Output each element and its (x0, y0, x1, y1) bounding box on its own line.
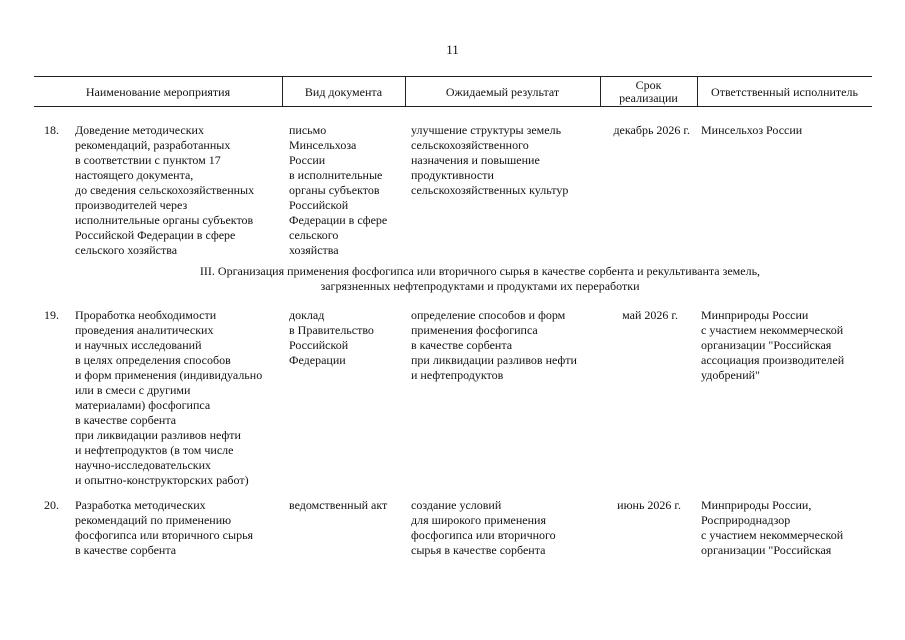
row-result (411, 123, 568, 198)
header-doc-type: Вид документа (304, 85, 383, 99)
text-line: и форм применения (индивидуально (75, 368, 263, 382)
text-line: исполнительные органы субъектов (75, 213, 254, 227)
text-line: сельского хозяйства (75, 243, 178, 257)
text-line: в качестве сорбента (411, 338, 513, 352)
row-doc-type (289, 123, 387, 258)
text-line: ассоциация производителей (701, 353, 845, 367)
text-line: и опытно-конструкторских работ) (75, 473, 249, 487)
text-line: Российской Федерации в сфере (75, 228, 236, 242)
row-doc-type (289, 498, 387, 513)
row-event (75, 498, 253, 558)
text-line: Минсельхоза (289, 138, 357, 152)
text-line: Федерации (289, 353, 346, 367)
text-line: доклад (289, 308, 325, 322)
row-term: июнь 2026 г. (617, 498, 681, 512)
row-number: 20. (44, 498, 59, 512)
text-line: Российской (289, 198, 349, 212)
text-line: рекомендаций по применению (75, 513, 232, 527)
text-line: в соответствии с пунктом 17 (75, 153, 221, 167)
header-top-rule (34, 76, 872, 77)
text-line: Доведение методических (75, 123, 204, 137)
text-line: применения фосфогипса (411, 323, 538, 337)
row-number: 18. (44, 123, 59, 137)
text-line: и научных исследований (75, 338, 202, 352)
text-line: улучшение структуры земель (411, 123, 562, 137)
text-line: и нефтепродуктов (411, 368, 504, 382)
row-result (411, 308, 577, 383)
page-number: 11 (446, 42, 459, 57)
text-line: материалами) фосфогипса (75, 398, 211, 412)
text-line: производителей через (75, 198, 188, 212)
header-term-line: реализации (619, 91, 678, 105)
text-line: Разработка методических (75, 498, 206, 512)
text-line: в качестве сорбента (75, 543, 177, 557)
text-line: сельскохозяйственных культур (411, 183, 569, 197)
text-line: III. Организация применения фосфогипса или вторичного сырья в качестве сорбента и рекультиванта земель, (199, 264, 761, 278)
header-term (600, 79, 697, 105)
text-line: сырья в качестве сорбента (411, 543, 546, 557)
text-line: Минприроды России, (701, 498, 812, 512)
text-line: настоящего документа, (75, 168, 194, 182)
text-line: Росприроднадзор (701, 513, 791, 527)
text-line: Проработка необходимости (75, 308, 217, 322)
text-line: рекомендаций, разработанных (75, 138, 231, 152)
row-term: декабрь 2026 г. (613, 123, 690, 137)
row-responsible (701, 123, 802, 138)
text-line: удобрений" (701, 368, 760, 382)
text-line: в Правительство (289, 323, 374, 337)
text-line: организации "Российская (701, 543, 832, 557)
text-line: сельскохозяйственного (411, 138, 529, 152)
text-line: проведения аналитических (75, 323, 214, 337)
row-event (75, 123, 254, 258)
text-line: определение способов и форм (411, 308, 566, 322)
text-line: с участием некоммерческой (701, 528, 844, 542)
header-bottom-rule (34, 106, 872, 107)
text-line: органы субъектов (289, 183, 380, 197)
text-line: научно-исследовательских (75, 458, 212, 472)
row-responsible (701, 308, 844, 383)
text-line: в целях определения способов (75, 353, 231, 367)
text-line: в исполнительные (289, 168, 383, 182)
text-line: организации "Российская (701, 338, 832, 352)
text-line: назначения и повышение (411, 153, 540, 167)
text-line: Минприроды России (701, 308, 809, 322)
text-line: до сведения сельскохозяйственных (75, 183, 255, 197)
text-line: России (289, 153, 326, 167)
row-term: май 2026 г. (622, 308, 678, 322)
text-line: фосфогипса или вторичного сырья (75, 528, 254, 542)
text-line: сельского (289, 228, 339, 242)
text-line: ведомственный акт (289, 498, 388, 512)
text-line: при ликвидации разливов нефти (411, 353, 577, 367)
text-line: продуктивности (411, 168, 494, 182)
text-line: Минсельхоз России (701, 123, 803, 137)
header-result: Ожидаемый результат (445, 85, 560, 99)
text-line: с участием некоммерческой (701, 323, 844, 337)
text-line: письмо (289, 123, 327, 137)
header-term-line: Срок (635, 78, 662, 92)
text-line: хозяйства (289, 243, 339, 257)
text-line: создание условий (411, 498, 502, 512)
text-line: для широкого применения (411, 513, 546, 527)
text-line: фосфогипса или вторичного (411, 528, 556, 542)
text-line: в качестве сорбента (75, 413, 177, 427)
text-line: загрязненных нефтепродуктами и продуктами их переработки (320, 279, 640, 293)
text-line: или в смеси с другими (75, 383, 191, 397)
row-result (411, 498, 556, 558)
text-line: и нефтепродуктов (в том числе (75, 443, 234, 457)
text-line: Федерации в сфере (289, 213, 388, 227)
text-line: Российской (289, 338, 349, 352)
section-title (120, 264, 840, 294)
header-responsible: Ответственный исполнитель (711, 85, 858, 99)
text-line: при ликвидации разливов нефти (75, 428, 241, 442)
header-event: Наименование мероприятия (85, 85, 231, 99)
row-event (75, 308, 262, 488)
row-doc-type (289, 308, 374, 368)
row-number: 19. (44, 308, 59, 322)
row-responsible (701, 498, 843, 558)
